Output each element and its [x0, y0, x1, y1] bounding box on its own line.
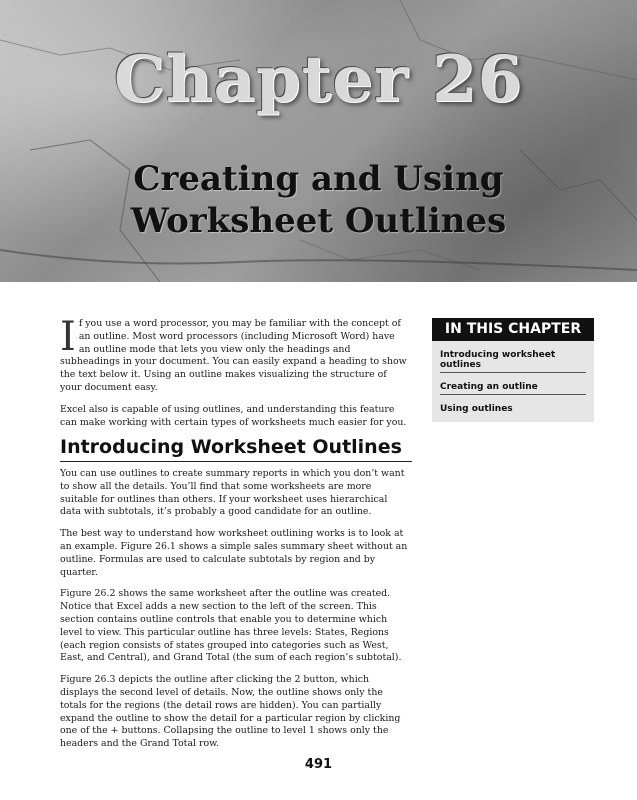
sidebar-item-creating: Creating an outline	[440, 373, 586, 395]
chapter-banner	[0, 0, 637, 282]
page-number: 491	[304, 757, 333, 772]
section-paragraph: Figure 26.2 shows the same worksheet after the outline was created. Notice that Excel adds a new section to the left of the screen. This section contains outline controls that enable you to determine which level to view. This particular outline has three levels: States, Regions (each region consists of states grouped into categories such as West, East, and Central), and Grand Total (the sum of each region’s subtotal).	[60, 588, 402, 664]
in-this-chapter-heading: IN THIS CHAPTER	[432, 318, 594, 341]
intro-text	[60, 314, 408, 438]
chapter-title-line-1: Creating and Using	[133, 159, 504, 199]
drop-cap: I	[60, 314, 76, 360]
chapter-number: Chapter 26	[113, 42, 524, 117]
chapter-title	[0, 158, 637, 242]
in-this-chapter-box	[432, 318, 594, 422]
section-paragraph: You can use outlines to create summary reports in which you don’t want to show all the details. You’ll find that some worksheets are more suitable for outlines than others. If your worksheet uses hierarchical data with subtotals, it’s probably a good candidate for an outline.	[60, 468, 405, 518]
section-heading: Introducing Worksheet Outlines	[60, 436, 412, 462]
section-text	[60, 468, 408, 760]
sidebar-item-using: Using outlines	[440, 404, 513, 414]
intro-paragraph-2: Excel also is capable of using outlines, and understanding this feature can make working with certain types of worksheets much easier for you.	[60, 403, 407, 428]
chapter-title-line-2: Worksheet Outlines	[130, 201, 507, 241]
intro-paragraph-1	[60, 314, 408, 395]
intro-paragraph-1-text: f you use a word processor, you may be familiar with the concept of an outline. Most word processors (including Microsoft Word) have an outline mode that lets you view only the headings and subheadings in your document. You can easily expand a heading to show the text below it. Using an outline makes visualizing the structure of your document easy.	[60, 318, 407, 393]
section-paragraph: Figure 26.3 depicts the outline after clicking the 2 button, which displays the second level of details. Now, the outline shows only the totals for the regions (the detail rows are hidden). You can partially expand the outline to show the detail for a particular region by clicking one of the + buttons. Collapsing the outline to level 1 shows only the headers and the Grand Total row.	[60, 674, 401, 750]
sidebar-item-introducing: Introducing worksheet outlines	[440, 341, 586, 373]
section-paragraph: The best way to understand how worksheet outlining works is to look at an example. Figure 26.1 shows a simple sales summary sheet without an outline. Formulas are used to calculate subtotals by region and by quarter.	[60, 528, 408, 578]
